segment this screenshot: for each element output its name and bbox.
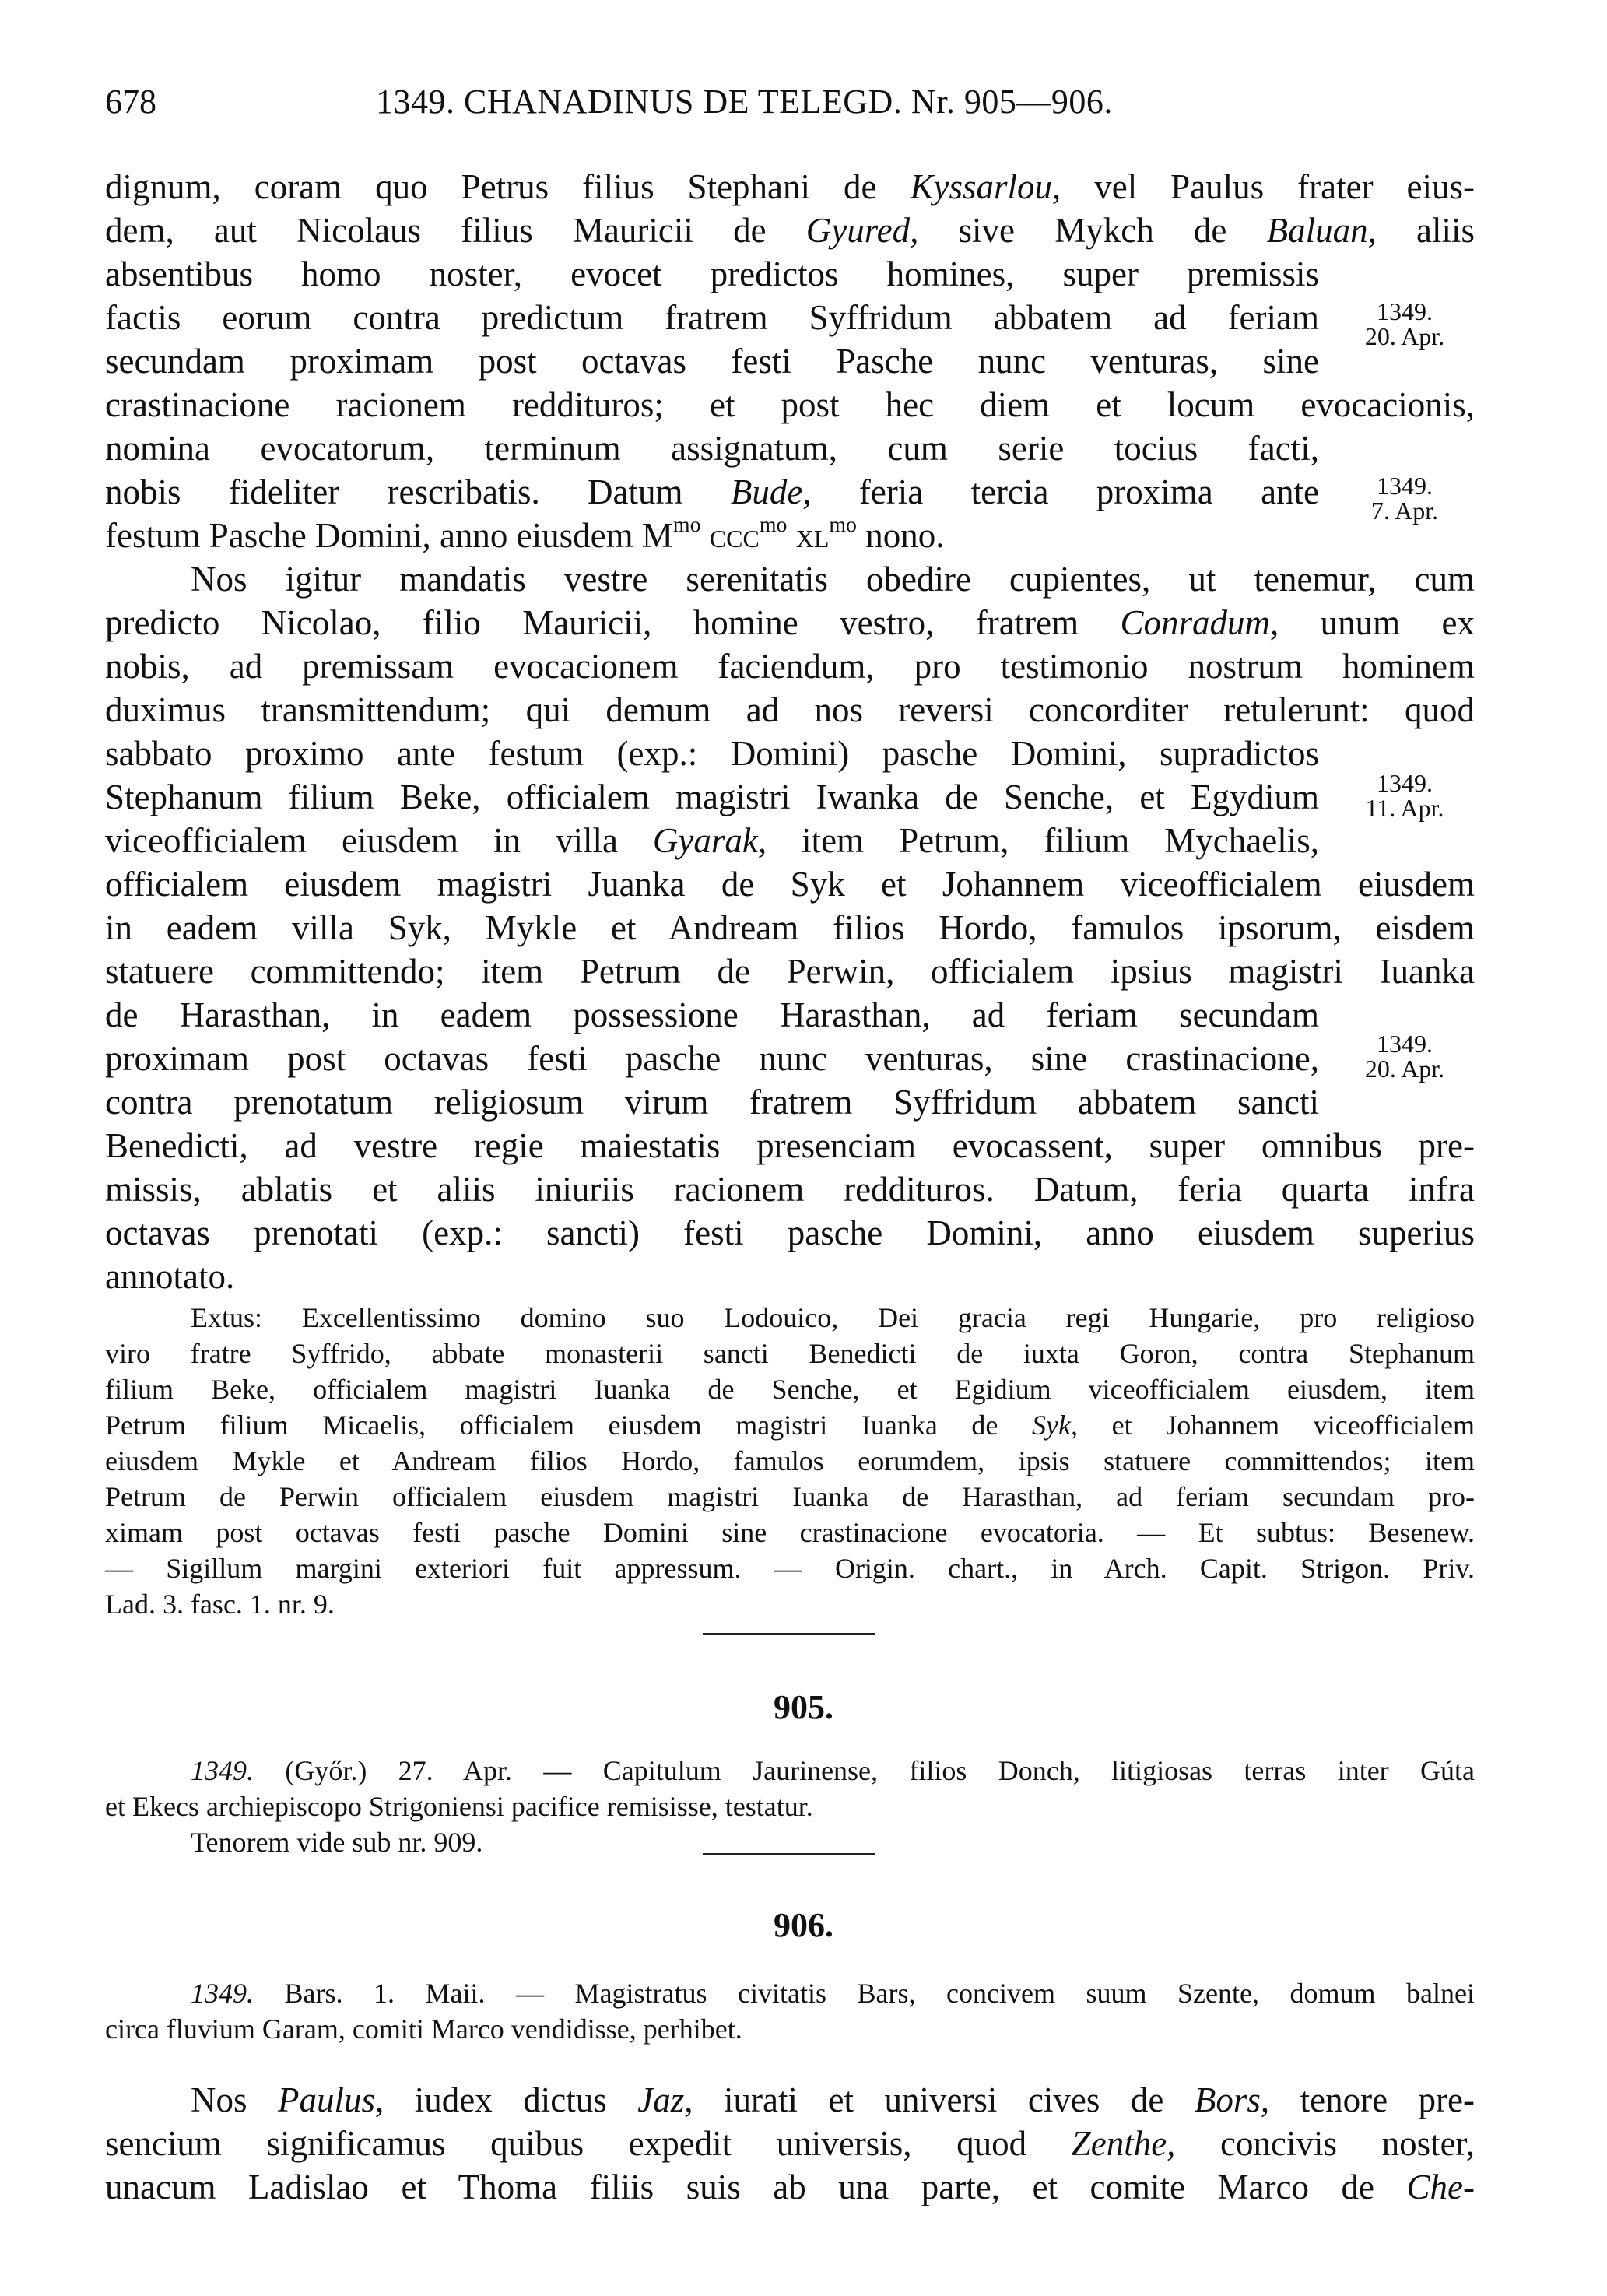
margin-date: 1349. 7. Apr. xyxy=(1370,472,1439,525)
place-name: Gyured, xyxy=(805,211,919,250)
body-line-18: in eadem villa Syk, Mykle et Andream filios Hordo, famulos ipsorum, eisdem xyxy=(105,908,1475,947)
document-number-906: 906. xyxy=(774,1906,833,1944)
body-line-1: dignum, coram quo Petrus filius Stephani de Kyssarlou, vel Paulus frater eius- xyxy=(105,167,1475,206)
body-line-3: absentibus homo noster, evocet predictos homines, super premissis xyxy=(105,255,1319,293)
note-line-9: Lad. 3. fasc. 1. nr. 9. xyxy=(105,1589,335,1620)
body-line-15: Stephanum filium Beke, officialem magistri Iwanka de Senche, et Egydium xyxy=(105,778,1319,816)
body-line-20: de Harasthan, in eadem possessione Harasthan, ad feriam secundam xyxy=(105,995,1319,1034)
note-line-2: viro fratre Syffrido, abbate monasterii sancti Benedicti de iuxta Goron, contra Stephanum xyxy=(105,1338,1475,1369)
body-line-19: statuere committendo; item Petrum de Perwin, officialem ipsius magistri Iuanka xyxy=(105,952,1475,991)
section-rule xyxy=(703,1633,875,1635)
body-line-26: annotato. xyxy=(105,1257,235,1296)
body-line-4: factis eorum contra predictum fratrem Syffridum abbatem ad feriam xyxy=(105,298,1319,337)
note-line-7: ximam post octavas festi pasche Domini sine crastinacione evocatoria. — Et subtus: Besenew. xyxy=(105,1517,1475,1548)
doc906-text-line-2: sencium significamus quibus expedit universis, quod Zenthe, concivis noster, xyxy=(105,2124,1475,2163)
body-line-22: contra prenotatum religiosum virum fratrem Syffridum abbatem sancti xyxy=(105,1083,1319,1122)
margin-date: 1349. 20. Apr. xyxy=(1364,297,1445,350)
note-line-1: Extus: Excellentissimo domino suo Lodouico, Dei gracia regi Hungarie, pro religioso xyxy=(191,1302,1475,1333)
place-name: Bude, xyxy=(730,472,812,511)
running-header xyxy=(105,82,1475,128)
doc906-text-line-1: Nos Paulus, iudex dictus Jaz, iurati et universi cives de Bors, tenore pre- xyxy=(191,2080,1475,2119)
note-line-8: — Sigillum margini exteriori fuit appressum. — Origin. chart., in Arch. Capit. Strigon. Priv. xyxy=(105,1553,1475,1584)
document-number-905: 905. xyxy=(774,1688,833,1726)
place-name: Che- xyxy=(1406,2168,1475,2206)
place-name: Kyssarlou, xyxy=(910,167,1061,206)
doc906-year: 1349. xyxy=(191,1978,254,2009)
margin-date: 1349. 11. Apr. xyxy=(1365,769,1444,822)
running-title: 1349. CHANADINUS DE TELEGD. Nr. 905—906. xyxy=(376,83,1113,121)
note-line-6: Petrum de Perwin officialem eiusdem magistri Iuanka de Harasthan, ad feriam secundam pro- xyxy=(105,1481,1475,1512)
note-line-3: filium Beke, officialem magistri Iuanka de Senche, et Egidium viceofficialem eiusdem, item xyxy=(105,1374,1475,1405)
body-line-9: festum Pasche Domini, anno eiusdem $M^{mo}$ ccc$^{mo}$ $xl^{mo}$ nono. xyxy=(105,512,945,555)
place-name: Bors, xyxy=(1194,2080,1270,2119)
person-name: Paulus, xyxy=(278,2080,384,2119)
doc906-regest-line-1: 1349. Bars. 1. Maii. — Magistratus civitatis Bars, concivem suum Szente, domum balnei xyxy=(191,1978,1475,2009)
body-line-21: proximam post octavas festi pasche nunc venturas, sine crastinacione, xyxy=(105,1039,1319,1078)
doc905-regest-line-1: 1349. (Győr.) 27. Apr. — Capitulum Jaurinense, filios Donch, litigiosas terras inter Gúta xyxy=(191,1755,1475,1786)
doc905-regest-line-2: et Ekecs archiepiscopo Strigoniensi pacifice remisisse, testatur. xyxy=(105,1791,813,1822)
doc906-regest-line-2: circa fluvium Garam, comiti Marco vendidisse, perhibet. xyxy=(105,2013,742,2045)
place-name: Gyarak, xyxy=(652,821,767,860)
body-line-13: duximus transmittendum; qui demum ad nos reversi concorditer retulerunt: quod xyxy=(105,690,1475,729)
body-line-6: crastinacione racionem reddituros; et post hec diem et locum evocacionis, xyxy=(105,385,1475,424)
body-line-23: Benedicti, ad vestre regie maiestatis presenciam evocassent, super omnibus pre- xyxy=(105,1126,1475,1165)
note-line-5: eiusdem Mykle et Andream filios Hordo, famulos eorumdem, ipsis statuere committendos; item xyxy=(105,1445,1475,1476)
body-line-5: secundam proximam post octavas festi Pasche nunc venturas, sine xyxy=(105,342,1319,381)
body-line-25: octavas prenotati (exp.: sancti) festi pasche Domini, anno eiusdem superius xyxy=(105,1213,1475,1252)
body-line-16: viceofficialem eiusdem in villa Gyarak, item Petrum, filium Mychaelis, xyxy=(105,821,1319,860)
body-line-7: nomina evocatorum, terminum assignatum, cum serie tocius facti, xyxy=(105,429,1319,468)
note-line-4: Petrum filium Micaelis, officialem eiusdem magistri Iuanka de Syk, et Johannem viceofficialem xyxy=(105,1410,1475,1441)
section-rule xyxy=(703,1853,875,1855)
body-line-17: officialem eiusdem magistri Juanka de Syk et Johannem viceofficialem eiusdem xyxy=(105,865,1475,904)
person-name: Jaz, xyxy=(637,2080,693,2119)
doc906-text-line-3: unacum Ladislao et Thoma filiis suis ab una parte, et comite Marco de Che- xyxy=(105,2168,1475,2206)
body-line-12: nobis, ad premissam evocacionem faciendum, pro testimonio nostrum hominem xyxy=(105,647,1475,686)
person-name: Conradum, xyxy=(1120,603,1279,642)
place-name: Syk, xyxy=(1032,1410,1078,1441)
body-line-2: dem, aut Nicolaus filius Mauricii de Gyured, sive Mykch de Baluan, aliis xyxy=(105,211,1475,250)
place-name: Baluan, xyxy=(1266,211,1377,250)
margin-date: 1349. 20. Apr. xyxy=(1364,1030,1445,1083)
doc905-reference: Tenorem vide sub nr. 909. xyxy=(191,1827,483,1858)
doc905-year: 1349. xyxy=(191,1755,254,1786)
body-line-11: predicto Nicolao, filio Mauricii, homine vestro, fratrem Conradum, unum ex xyxy=(105,603,1475,642)
body-line-24: missis, ablatis et aliis iniuriis racionem reddituros. Datum, feria quarta infra xyxy=(105,1170,1475,1209)
body-line-8: nobis fideliter rescribatis. Datum Bude, feria tercia proxima ante xyxy=(105,472,1320,511)
page-number: 678 xyxy=(105,83,156,121)
body-line-14: sabbato proximo ante festum (exp.: Domini) pasche Domini, supradictos xyxy=(105,734,1319,773)
person-name: Zenthe, xyxy=(1071,2124,1176,2163)
body-line-10: Nos igitur mandatis vestre serenitatis obedire cupientes, ut tenemur, cum xyxy=(191,560,1475,599)
